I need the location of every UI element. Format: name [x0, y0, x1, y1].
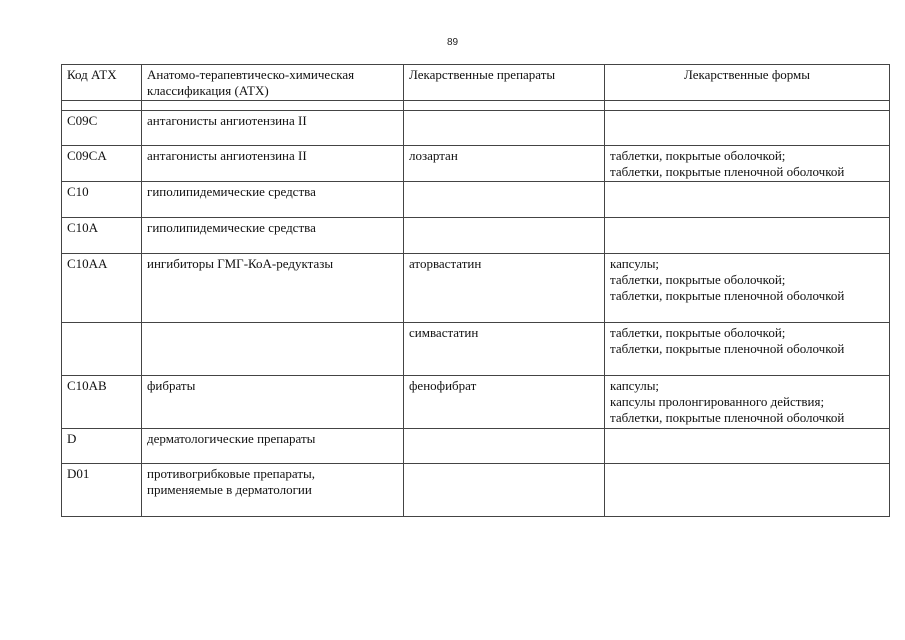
dosage-forms-text: таблетки, покрытые оболочкой; [610, 148, 786, 163]
atx-classification-text: применяемые в дерматологии [147, 482, 312, 497]
atx-code-text: C10AA [67, 256, 108, 271]
table-row [62, 111, 890, 146]
header-spacer-row [62, 101, 890, 111]
atx-code-text: C10 [67, 184, 89, 199]
table-row [62, 254, 890, 323]
dosage-forms-cell [605, 111, 890, 146]
atx-code-cell [62, 218, 142, 254]
atx-classification-cell [142, 323, 404, 376]
dosage-forms-cell [605, 254, 890, 323]
dosage-forms-cell [605, 376, 890, 429]
atx-code-cell [62, 464, 142, 517]
atx-code-cell [62, 254, 142, 323]
table-row [62, 218, 890, 254]
dosage-forms-text: капсулы; [610, 378, 660, 393]
atx-classification-text: фибраты [147, 378, 196, 393]
drug-name-text: аторвастатин [409, 256, 482, 271]
header-classification: Анатомо-терапевтическо-химическая классификация (АТХ) [142, 65, 404, 101]
atx-classification-cell [142, 254, 404, 323]
drug-name-cell [404, 146, 605, 182]
atx-code-text: C10A [67, 220, 99, 235]
atx-classification-text: антагонисты ангиотензина II [147, 148, 307, 163]
atx-classification-text: антагонисты ангиотензина II [147, 113, 307, 128]
atx-classification-text: гиполипидемические средства [147, 220, 316, 235]
page-number: 89 [446, 37, 459, 48]
drug-name-cell [404, 218, 605, 254]
atx-code-cell [62, 429, 142, 464]
dosage-forms-text: таблетки, покрытые пленочной оболочкой [610, 410, 845, 425]
drug-name-cell [404, 182, 605, 218]
dosage-forms-cell [605, 146, 890, 182]
dosage-forms-text: таблетки, покрытые оболочкой; [610, 325, 786, 340]
atx-code-text: D [67, 431, 77, 446]
atx-code-cell [62, 182, 142, 218]
table-row [62, 376, 890, 429]
atx-code-text: C09C [67, 113, 98, 128]
drug-name-cell [404, 111, 605, 146]
atx-drug-table [61, 64, 890, 517]
drug-name-cell [404, 254, 605, 323]
atx-code-cell [62, 111, 142, 146]
atx-classification-cell [142, 182, 404, 218]
atx-classification-cell [142, 218, 404, 254]
dosage-forms-text: таблетки, покрытые оболочкой; [610, 272, 786, 287]
atx-code-text: C10AB [67, 378, 107, 393]
atx-classification-cell [142, 146, 404, 182]
atx-classification-cell [142, 111, 404, 146]
table-row [62, 146, 890, 182]
table-row [62, 429, 890, 464]
atx-classification-cell [142, 376, 404, 429]
atx-classification-text: ингибиторы ГМГ-КоА-редуктазы [147, 256, 334, 271]
table-row [62, 464, 890, 517]
atx-code-text: C09CA [67, 148, 107, 163]
atx-code-cell [62, 323, 142, 376]
dosage-forms-cell [605, 323, 890, 376]
drug-name-cell [404, 323, 605, 376]
dosage-forms-text: капсулы пролонгированного действия; [610, 394, 825, 409]
drug-name-cell [404, 376, 605, 429]
dosage-forms-text: капсулы; [610, 256, 660, 271]
dosage-forms-text: таблетки, покрытые пленочной оболочкой [610, 288, 845, 303]
header-code: Код АТХ [62, 65, 142, 101]
atx-classification-text: противогрибковые препараты, [147, 466, 315, 481]
table-row [62, 323, 890, 376]
dosage-forms-text: таблетки, покрытые пленочной оболочкой [610, 341, 845, 356]
drug-name-text: лозартан [409, 148, 458, 163]
table-header-row [62, 65, 890, 101]
drug-name-cell [404, 429, 605, 464]
atx-classification-cell [142, 429, 404, 464]
dosage-forms-cell [605, 182, 890, 218]
header-drugs: Лекарственные препараты [404, 65, 605, 101]
drug-name-cell [404, 464, 605, 517]
atx-classification-cell [142, 464, 404, 517]
drug-name-text: фенофибрат [409, 378, 477, 393]
dosage-forms-cell [605, 218, 890, 254]
dosage-forms-cell [605, 464, 890, 517]
atx-classification-text: дерматологические препараты [147, 431, 316, 446]
dosage-forms-cell [605, 429, 890, 464]
drug-name-text: симвастатин [409, 325, 479, 340]
table-row [62, 182, 890, 218]
dosage-forms-text: таблетки, покрытые пленочной оболочкой [610, 164, 845, 179]
atx-code-cell [62, 376, 142, 429]
atx-code-cell [62, 146, 142, 182]
atx-code-text: D01 [67, 466, 90, 481]
header-forms: Лекарственные формы [605, 65, 890, 101]
atx-classification-text: гиполипидемические средства [147, 184, 316, 199]
